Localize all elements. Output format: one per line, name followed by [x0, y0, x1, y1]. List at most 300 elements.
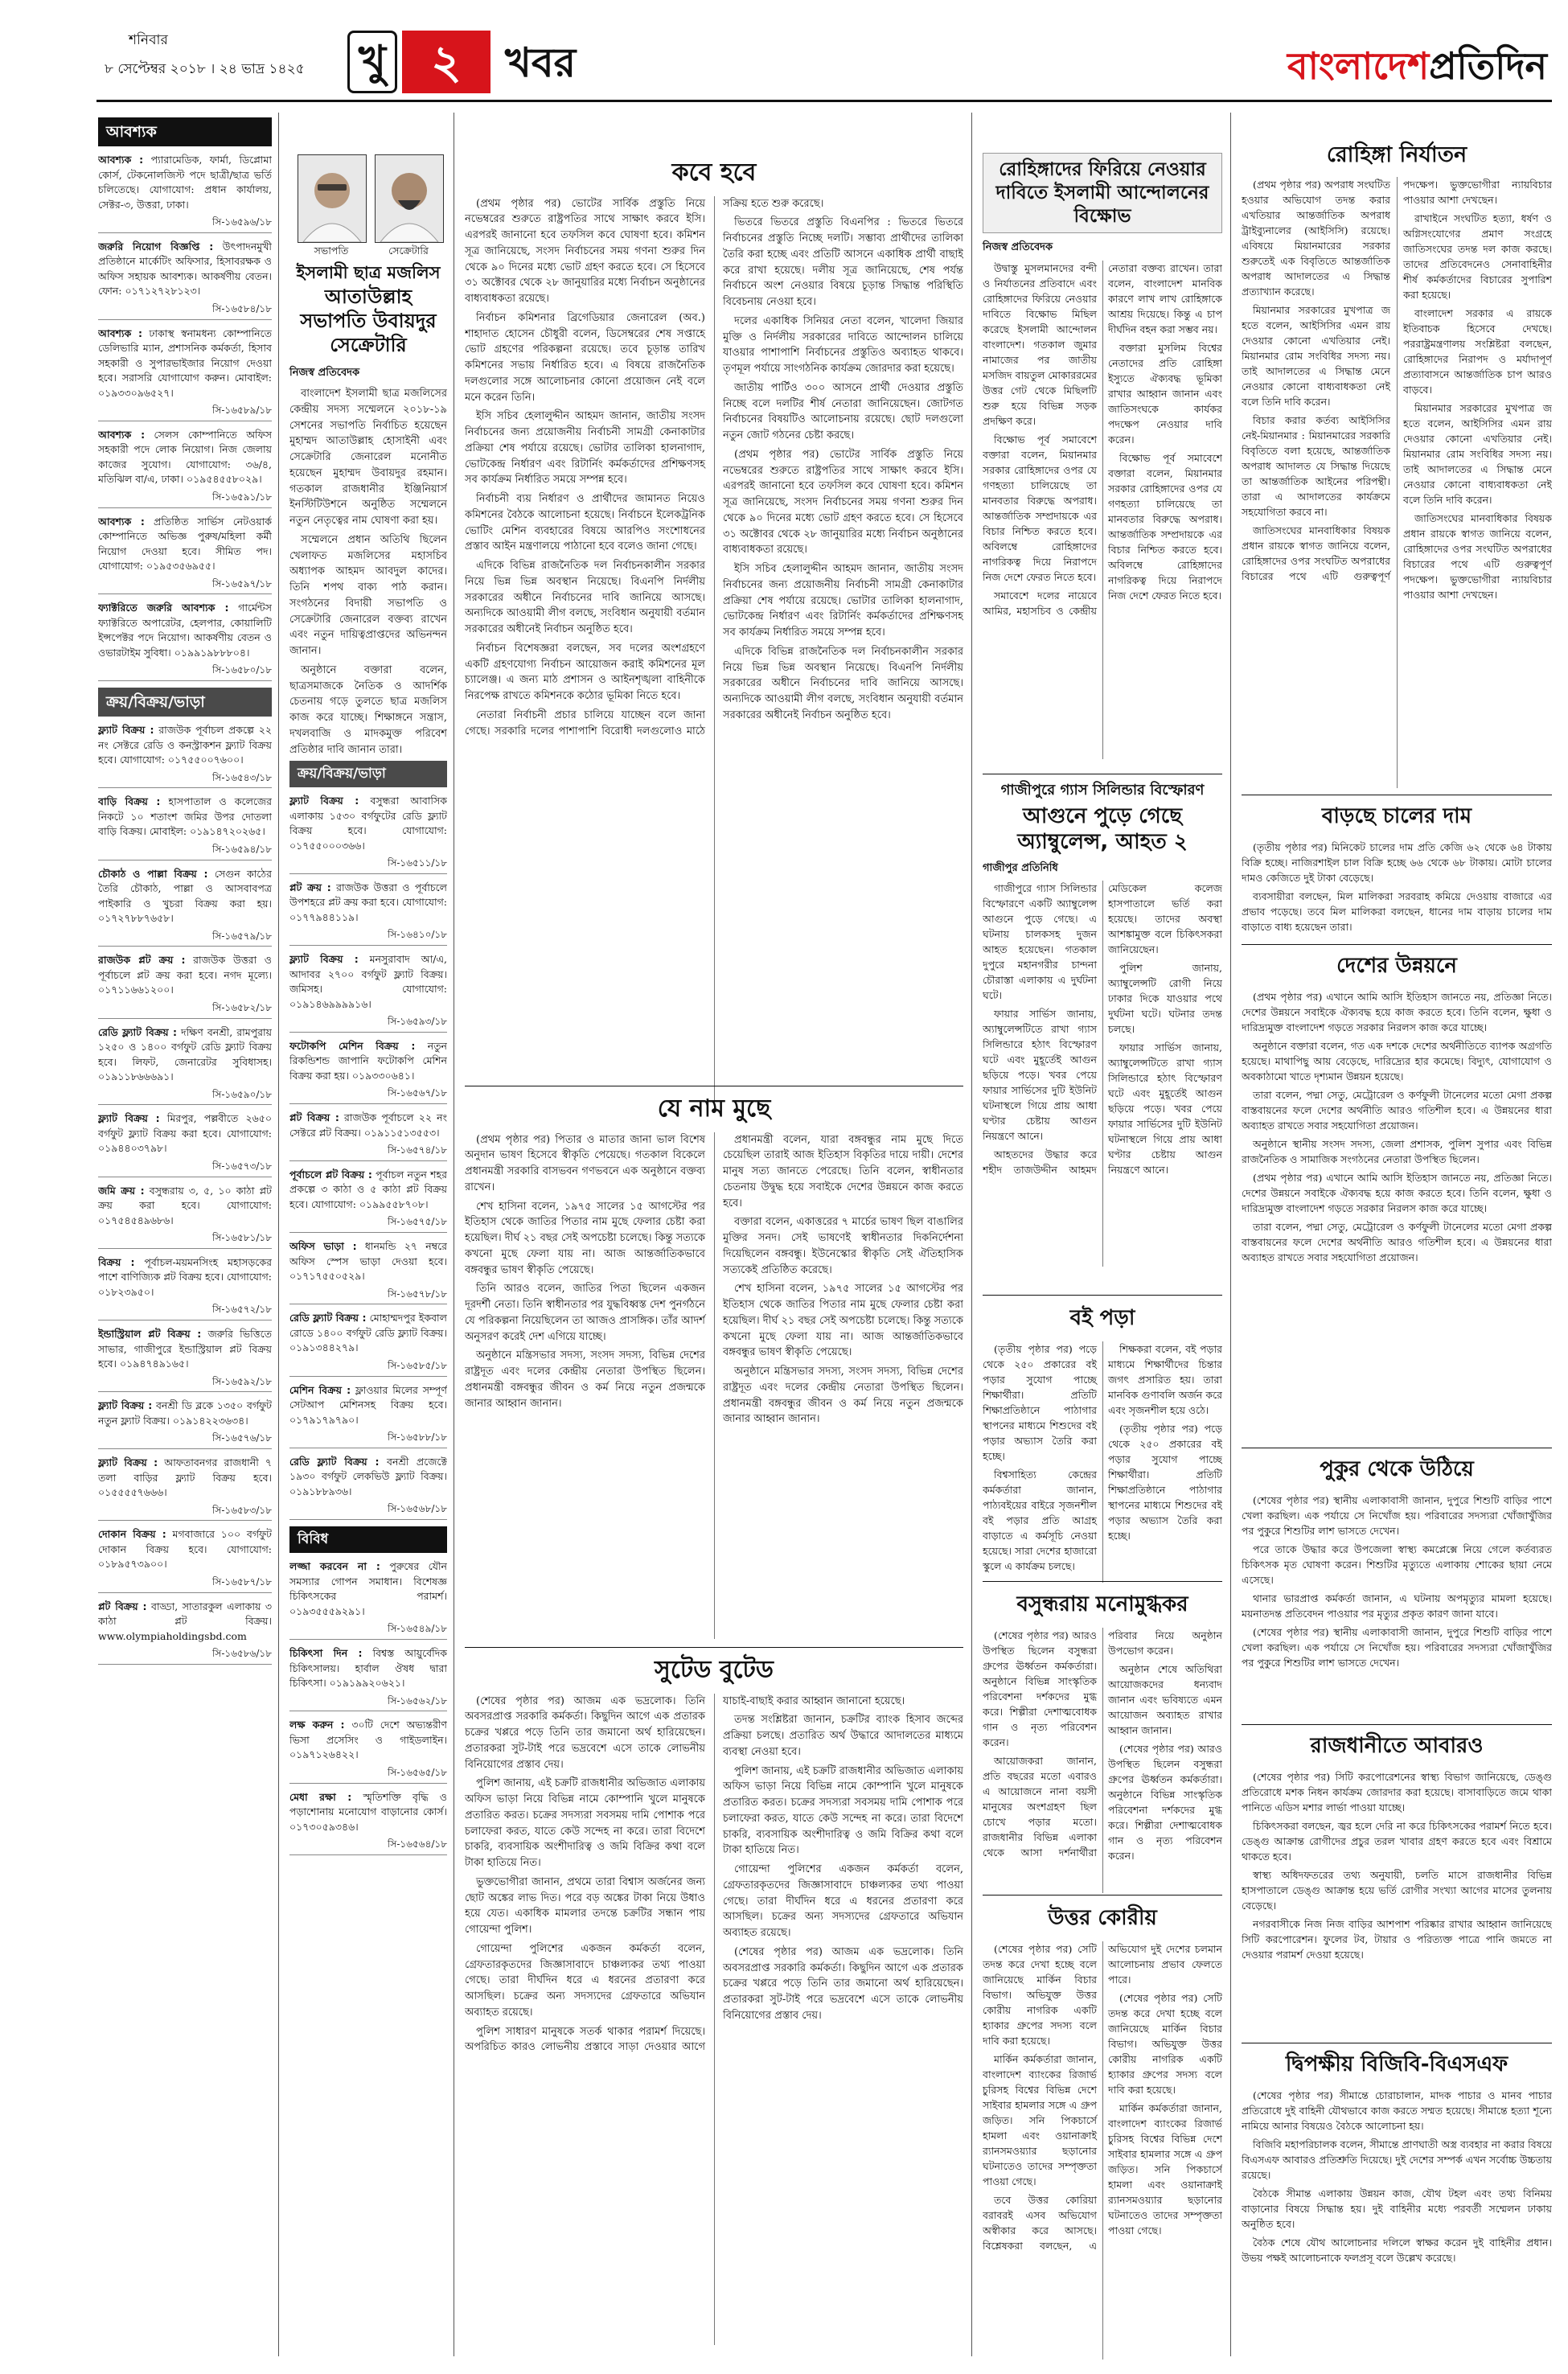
- ad-reference: সি-১৬৫১১/১৮: [289, 856, 447, 874]
- ad-reference: সি-১৬৫৪৯/১৮: [289, 1622, 447, 1640]
- classified-ad[interactable]: [98, 867, 272, 947]
- ad-body: [289, 1383, 447, 1428]
- ad-reference: সি-১৬৫৯২/১৮: [98, 1375, 272, 1393]
- paragraph: বিক্ষোভ পূর্ব সমাবেশে বক্তারা বলেন, মিয়ানমার সরকার রোহিঙ্গাদের ওপর যে গণহত্যা চালিয়েছে তা মানবতার বিরুদ্ধে অপরাধ। আন্তর্জাতিক সম্প্রদায়কে এর বিচার নিশ্চিত করতে হবে। অবিলম্বে রোহিঙ্গাদের নাগরিকত্ব দিয়ে নিরাপদে নিজ দেশে ফেরত নিতে হবে।: [983, 433, 1097, 583]
- ad-body: [98, 327, 272, 401]
- ad-body: [289, 1455, 447, 1500]
- paragraph: তদন্ত সংশ্লিষ্টরা জানান, চক্রটির ব্যাংক হিসাব জব্দের প্রক্রিয়া চলছে। প্রতারিত অর্থ উদ্ধারে আদালতের মাধ্যমে ব্যবস্থা নেওয়া হবে।: [723, 1714, 963, 1758]
- ad-title: পূর্বাচলে প্লট বিক্রয় :: [289, 1168, 372, 1181]
- paragraph: শিক্ষকরা বলেন, বই পড়ার মাধ্যমে শিক্ষার্থীদের চিন্তার জগৎ প্রসারিত হয়। তারা মানবিক গুণাবলি অর্জন করে এবং সৃজনশীল হয়ে ওঠে।: [1108, 1342, 1222, 1416]
- paragraph: ফায়ার সার্ভিস জানায়, অ্যাম্বুলেন্সটিতে রাখা গ্যাস সিলিন্ডারে হঠাৎ বিস্ফোরণ ঘটে এবং মুহূর্তেই আগুন ছড়িয়ে পড়ে। খবর পেয়ে ফায়ার সার্ভিসের দুটি ইউনিট ঘটনাস্থলে গিয়ে প্রায় আধা ঘণ্টার চেষ্টায় আগুন নিয়ন্ত্রণে আনে।: [1108, 1041, 1222, 1177]
- classified-ad[interactable]: [98, 515, 272, 595]
- ad-title: জরুরি নিয়োগ বিজ্ঞপ্তি :: [98, 240, 214, 253]
- story-kobe-hobe: [465, 158, 963, 1113]
- paragraph: (প্রথম পৃষ্ঠার পর) এখানে আমি আসি ইতিহাস জানতে নয়, প্রতিজ্ঞা নিতে। দেশের উন্নয়নে সবাইকে ঐক্যবদ্ধ হয়ে কাজ করতে হবে। তিনি বলেন, ক্ষুধা ও দারিদ্র্যমুক্ত বাংলাদেশ গড়তে সরকার নিরলস কাজ করে যাচ্ছে।: [1242, 990, 1552, 1033]
- ad-title: আবশ্যক :: [98, 154, 144, 166]
- ad-text: জরুরি ভিত্তিতে সাভার, গাজীপুরে ইন্ডাস্ট্রিয়াল প্লট বিক্রয় হবে। ০১৯৪৭৪৯১৬৫।: [98, 1328, 272, 1370]
- classified-ad[interactable]: [98, 153, 272, 233]
- story-kicker: গাজীপুরে গ্যাস সিলিন্ডার বিস্ফোরণ: [1000, 782, 1205, 799]
- classified-ad[interactable]: [98, 1184, 272, 1249]
- story-body: [983, 1941, 1222, 2360]
- paragraph: উদ্বাস্তু মুসলমানদের বন্দী ও নির্যাতনের প্রতিবাদে এবং রোহিঙ্গাদের ফিরিয়ে নেওয়ার দাবিতে বিক্ষোভ মিছিল করেছে ইসলামী আন্দোলন বাংলাদেশ। গতকাল জুমার নামাজের পর জাতীয় মসজিদ বায়তুল মোকাররমের উত্তর গেট থেকে মিছিলটি শুরু হয়ে বিভিন্ন সড়ক প্রদক্ষিণ করে।: [983, 262, 1097, 427]
- story-headline[interactable]: যে নাম মুছে: [657, 1095, 771, 1123]
- paragraph: চিকিৎসকরা বলছেন, জ্বর হলে দেরি না করে চিকিৎসকের পরামর্শ নিতে হবে। ডেঙ্গু আক্রান্ত রোগীদের প্রচুর তরল খাবার গ্রহণ করতে হবে এবং বিশ্রামে থাকতে হবে।: [1242, 1819, 1552, 1863]
- story-body: [465, 196, 963, 1113]
- misc-header: বিবিধ: [289, 1526, 447, 1553]
- ad-text: বনশ্রী ডি ব্লকে ১৩৫০ বর্গফুট নতুন ফ্ল্যাট বিক্রয়। ০১৯১৪২২৩৬৩৪।: [98, 1399, 272, 1427]
- ad-reference: সি-১৬৫৯৬/১৮: [98, 216, 272, 233]
- story-kicker: ইসলামী ছাত্র মজলিস: [296, 263, 441, 282]
- paragraph: আহতদের উদ্ধার করে শহীদ তাজউদ্দীন আহমদ মেডিকেল কলেজ হাসপাতালে ভর্তি করা হয়েছে। তাদের অবস্থা আশঙ্কামুক্ত বলে চিকিৎসকরা জানিয়েছেন।: [983, 882, 1222, 1177]
- logo-part-1: বাংলাদেশ: [1287, 44, 1430, 88]
- ad-title: ফটোকপি মেশিন বিক্রয় :: [289, 1039, 416, 1052]
- ad-text: মগবাজারে ১০০ বর্গফুট দোকান বিক্রয় হবে। যোগাযোগ: ০১৮৯৫৭৩৯০০।: [98, 1528, 272, 1571]
- ad-reference: সি-১৬৫৮২/১৮: [98, 1001, 272, 1019]
- issue-day: শনিবার: [129, 32, 168, 48]
- ad-body: [98, 723, 272, 768]
- classified-ad[interactable]: [289, 1718, 447, 1783]
- story-headline[interactable]: পুকুর থেকে উঠিয়ে: [1320, 1457, 1474, 1481]
- ad-body: [289, 952, 447, 1012]
- paragraph: (তৃতীয় পৃষ্ঠার পর) পড়ে থেকে ২৫০ প্রকারের বই পড়ার সুযোগ পাচ্ছে শিক্ষার্থীরা। প্রতিটি শিক্ষাপ্রতিষ্ঠানে পাঠাগার স্থাপনের মাধ্যমে শিশুদের বই পড়ার অভ্যাস তৈরি করা হচ্ছে।: [983, 1342, 1097, 1462]
- ad-text: পুরুষের যৌন সমস্যার গোপন সমাধান। বিশেষজ্ঞ চিকিৎসকের পরামর্শ। ০১৯৩৫৫৫৯২৯১।: [289, 1560, 447, 1617]
- ad-title: প্লট বিক্রয় :: [289, 1111, 339, 1124]
- ad-body: [289, 1239, 447, 1284]
- ad-title: অফিস ভাড়া :: [289, 1240, 357, 1253]
- ad-text: হাসপাতাল ও কলেজের নিকটে ১০ শতাংশ জমির উপর দোতলা বাড়ি বিক্রয়। মোবাইল: ০১৯১৪৭২০২৬৫।: [98, 795, 272, 838]
- paragraph: অনুষ্ঠানে মন্ত্রিসভার সদস্য, সংসদ সদস্য, বিভিন্ন দেশের রাষ্ট্রদূত এবং দলের কেন্দ্রীয় নেতারা উপস্থিত ছিলেন। প্রধানমন্ত্রী বঙ্গবন্ধুর জীবন ও কর্ম নিয়ে নতুন প্রজন্মকে জানার আহ্বান জানান।: [723, 1366, 963, 1426]
- paragraph: (প্রথম পৃষ্ঠার পর) এখানে আমি আসি ইতিহাস জানতে নয়, প্রতিজ্ঞা নিতে। দেশের উন্নয়নে সবাইকে ঐক্যবদ্ধ হয়ে কাজ করতে হবে। তিনি বলেন, ক্ষুধা ও দারিদ্র্যমুক্ত বাংলাদেশ গড়তে সরকার নিরলস কাজ করে যাচ্ছে।: [1242, 1171, 1552, 1214]
- story-divider: [1242, 1724, 1552, 1725]
- paragraph: পুলিশ জানায়, এই চক্রটি রাজধানীর অভিজাত এলাকায় অফিস ভাড়া নিয়ে বিভিন্ন নামে কোম্পানি খুলে মানুষকে প্রতারিত করত। চক্রের সদস্যরা সবসময় দামি পোশাক পরে চলাফেরা করত, যাতে কেউ সন্দেহ না করে। তারা বিদেশে চাকরি, ব্যবসায়িক অংশীদারিত্ব ও জমি বিক্রির কথা বলে টাকা হাতিয়ে নিত।: [465, 1777, 705, 1869]
- photo-caption: সভাপতি: [314, 244, 349, 257]
- story-desher-unnoyone: [1242, 951, 1552, 1440]
- story-body: [289, 386, 447, 780]
- ad-body: [98, 428, 272, 487]
- paragraph: এদিকে বিভিন্ন রাজনৈতিক দল নির্বাচনকালীন সরকার নিয়ে ভিন্ন ভিন্ন অবস্থান নিয়েছে। বিএনপি নির্দলীয় সরকারের অধীনে নির্বাচনের দাবি জানিয়ে আসছে। অন্যদিকে আওয়ামী লীগ বলছে, সংবিধান অনুযায়ী বর্তমান সরকারের অধীনেই নির্বাচন অনুষ্ঠিত হবে।: [465, 560, 705, 635]
- story-headline[interactable]: দেশের উন্নয়নে: [1336, 954, 1457, 978]
- classified-ad[interactable]: [289, 1455, 447, 1520]
- story-headline[interactable]: রাজধানীতে আবারও: [1310, 1734, 1484, 1758]
- ad-text: উৎপাদনমুখী প্রতিষ্ঠানে মার্কেটিং অফিসার, হিসাবরক্ষক ও অফিস সহায়ক আবশ্যক। আকর্ষণীয় বেতন। ফোন: ০১৭১২৭২৮১২৩।: [98, 240, 272, 298]
- paragraph: বৈঠক শেষে যৌথ আলোচনার দলিলে স্বাক্ষর করেন দুই বাহিনীর প্রধান। উভয় পক্ষই আলোচনাকে ফলপ্রসূ বলে উল্লেখ করেছে।: [1242, 2236, 1552, 2264]
- ad-text: ধানমন্ডি ২৭ নম্বরে অফিস স্পেস ভাড়া দেওয়া হবে। ০১৭১৭৫৫০৫২৯।: [289, 1240, 447, 1283]
- ad-reference: সি-১৬৫৪৩/১৮: [98, 771, 272, 789]
- paragraph: জাতিসংঘের মানবাধিকার বিষয়ক প্রধান রায়কে স্বাগত জানিয়ে বলেন, রোহিঙ্গাদের ওপর সংঘটিত অপরাধের বিচারের পথে এটি গুরুত্বপূর্ণ পদক্ষেপ। ভুক্তভোগীরা ন্যায়বিচার পাওয়ার আশা দেখছেন।: [1242, 178, 1552, 582]
- classified-ad[interactable]: [289, 952, 447, 1033]
- classified-ad[interactable]: [98, 327, 272, 421]
- classified-ad[interactable]: [289, 1383, 447, 1448]
- person-portrait-icon: [298, 155, 366, 242]
- ad-title: রাজউক প্লট ক্রয় :: [98, 954, 186, 967]
- paragraph: (শেষের পৃষ্ঠার পর) সীমান্তে চোরাচালান, মাদক পাচার ও মানব পাচার প্রতিরোধে দুই বাহিনী যৌথভাবে কাজ করতে সম্মত হয়েছে। সীমান্তে হত্যা শূন্যে নামিয়ে আনার বিষয়েও বৈঠকে আলোচনা হয়।: [1242, 2089, 1552, 2132]
- story-headline[interactable]: আগুনে পুড়ে গেছে অ্যাম্বুলেন্স, আহত ২: [1017, 803, 1188, 854]
- ad-body: [289, 794, 447, 853]
- ad-reference: সি-১৬৫৬৮/১৮: [289, 1502, 447, 1520]
- paragraph: মিয়ানমার সরকারের মুখপাত্র জ হতে বলেন, আইসিসির এমন রায় দেওয়ার কোনো এখতিয়ার নেই। মিয়ানমার রোম সংবিধির সদস্য নয়। তাই আদালতের এ সিদ্ধান্ত মেনে নেওয়ার কোনো বাধ্যবাধকতা নেই বলে তিনি দাবি করেন।: [1242, 303, 1390, 408]
- paragraph: স্বাস্থ্য অধিদফতরের তথ্য অনুযায়ী, চলতি মাসে রাজধানীর বিভিন্ন হাসপাতালে ডেঙ্গু আক্রান্ত হয়ে ভর্তি রোগীর সংখ্যা আগের মাসের তুলনায় বেড়েছে।: [1242, 1868, 1552, 1912]
- ad-body: [98, 1184, 272, 1229]
- paragraph: (শেষের পৃষ্ঠার পর) আরও উপস্থিত ছিলেন বসুন্ধরা গ্রুপের ঊর্ধ্বতন কর্মকর্তারা। অনুষ্ঠানে বিভিন্ন সাংস্কৃতিক পরিবেশনা দর্শকদের মুগ্ধ করে। শিল্পীরা দেশাত্মবোধক গান ও নৃত্য পরিবেশন করেন।: [983, 1629, 1097, 1748]
- ad-title: ফ্ল্যাট বিক্রয় :: [289, 953, 359, 966]
- story-majlis: [289, 262, 447, 780]
- ad-title: আবশ্যক :: [98, 428, 146, 441]
- paragraph: পুলিশ জানায়, এই চক্রটি রাজধানীর অভিজাত এলাকায় অফিস ভাড়া নিয়ে বিভিন্ন নামে কোম্পানি খুলে মানুষকে প্রতারিত করত। চক্রের সদস্যরা সবসময় দামি পোশাক পরে চলাফেরা করত, যাতে কেউ সন্দেহ না করে। তারা বিদেশে চাকরি, ব্যবসায়িক অংশীদারিত্ব ও জমি বিক্রির কথা বলে টাকা হাতিয়ে নিত।: [723, 1764, 963, 1857]
- paragraph: ভিতরে ভিতরে প্রস্তুতি বিএনপির : ভিতরে ভিতরে নির্বাচনের প্রস্তুতি নিচ্ছে দলটি। সম্ভাব্য প্রার্থীদের তালিকা তৈরি করা হচ্ছে এবং প্রতিটি আসনে একাধিক প্রার্থী বাছাই করে রাখা হয়েছে। দলীয় সূত্র জানিয়েছে, শেষ পর্যন্ত নির্বাচনে অংশ নেওয়ার বিষয়ে চূড়ান্ত সিদ্ধান্ত পরিস্থিতি বিবেচনায় নেওয়া হবে।: [723, 216, 963, 308]
- ad-text: পূর্বাচল-ময়মনসিংহ মহাসড়কের পাশে বাণিজ্যিক প্লট বিক্রয় হবে। যোগাযোগ: ০১৮২৩৯৫০।: [98, 1255, 272, 1298]
- classified-ad[interactable]: [98, 953, 272, 1018]
- classified-ad[interactable]: [98, 1600, 272, 1665]
- paragraph: পুলিশ সাধারণ মানুষকে সতর্ক থাকার পরামর্শ দিয়েছে। অপরিচিত কারও লোভনীয় প্রস্তাবে সাড়া দেওয়ার আগে যাচাই-বাছাই করার আহ্বান জানানো হয়েছে।: [465, 1694, 905, 2054]
- ad-body: [98, 795, 272, 840]
- ad-text: আফতাবনগর রাজধানী ৭ তলা বাড়ির ফ্ল্যাট বিক্রয় হবে। ০১৫৫৫৫৭৬৬৬।: [98, 1456, 272, 1499]
- story-headline[interactable]: বসুন্ধরায় মনোমুগ্ধকর: [1016, 1592, 1188, 1616]
- story-rohingya-nirjaton: [1242, 142, 1552, 788]
- ad-title: রেডি ফ্ল্যাট বিক্রয় :: [98, 1025, 178, 1038]
- ad-reference: সি-১৬৫৯৭/১৮: [98, 577, 272, 595]
- story-headline[interactable]: কবে হবে: [671, 158, 757, 187]
- ad-reference: সি-১৬৫৬৭/১৮: [289, 1086, 447, 1104]
- ad-title: ফ্ল্যাট বিক্রয় :: [98, 724, 154, 737]
- ad-text: মোহাম্মদপুর ইকবাল রোডে ১৪০০ বর্গফুট রেডি ফ্ল্যাট বিক্রয়। ০১৯১৩৪৪২৭৯।: [289, 1312, 447, 1354]
- classifieds-column-2: [289, 756, 447, 2356]
- paragraph: (শেষের পৃষ্ঠার পর) আজম এক ভদ্রলোক। তিনি অবসরপ্রাপ্ত সরকারি কর্মকর্তা। কিছুদিন আগে এক প্রতারক চক্রের খপ্পরে পড়ে তিনি তার জমানো অর্থ হারিয়েছেন। প্রতারকরা সুট-টাই পরে ভদ্রবেশে এসে তাকে লোভনীয় বিনিয়োগের প্রস্তাব দেয়।: [723, 1945, 963, 2022]
- paragraph: নগরবাসীকে নিজ নিজ বাড়ির আশপাশ পরিষ্কার রাখার আহ্বান জানিয়েছে সিটি করপোরেশন। ফুলের টব, টায়ার ও পরিত্যক্ত পাত্রে পানি জমতে না দেওয়ার পরামর্শ দেওয়া হয়েছে।: [1242, 1917, 1552, 1961]
- story-headline[interactable]: উত্তর কোরীয়: [1048, 1906, 1157, 1930]
- paragraph: সম্মেলনে প্রধান অতিথি ছিলেন খেলাফত মজলিসের মহাসচিব অধ্যাপক আহমদ আবদুল কাদের। তিনি শপথ বাক্য পাঠ করান। সংগঠনের বিদায়ী সভাপতি ও সেক্রেটারি জেনারেল বক্তব্য রাখেন এবং নতুন দায়িত্বপ্রাপ্তদের অভিনন্দন জানান।: [289, 533, 447, 657]
- paragraph: (শেষের পৃষ্ঠার পর) স্থানীয় এলাকাবাসী জানান, দুপুরে শিশুটি বাড়ির পাশে খেলা করছিল। এক পর্যায়ে সে নিখোঁজ হয়। পরিবারের সদস্যরা খোঁজাখুঁজির পর পুকুরে শিশুটির লাশ ভাসতে দেখেন।: [1242, 1625, 1552, 1669]
- ad-text: নতুন রিকন্ডিশন্ড জাপানি ফটোকপি মেশিন বিক্রয় করা হয়। ০১৯৩৩০৬৪১।: [289, 1039, 447, 1082]
- paragraph: মিয়ানমার সরকারের মুখপাত্র জ হতে বলেন, আইসিসির এমন রায় দেওয়ার কোনো এখতিয়ার নেই। মিয়ানমার রোম সংবিধির সদস্য নয়। তাই আদালতের এ সিদ্ধান্ত মেনে নেওয়ার কোনো বাধ্যবাধকতা নেই বলে তিনি দাবি করেন।: [1403, 401, 1552, 506]
- paragraph: শেখ হাসিনা বলেন, ১৯৭৫ সালের ১৫ আগস্টের পর ইতিহাস থেকে জাতির পিতার নাম মুছে ফেলার চেষ্টা করা হয়েছিল। দীর্ঘ ২১ বছর সেই অপচেষ্টা চলেছে। কিন্তু সত্যকে কখনো মুছে ফেলা যায় না। আজ আন্তর্জাতিকভাবে বঙ্গবন্ধুর ভাষণ স্বীকৃতি পেয়েছে।: [465, 1200, 705, 1276]
- paragraph: (শেষের পৃষ্ঠার পর) সেটি তদন্ত করে দেখা হচ্ছে বলে জানিয়েছে মার্কিন বিচার বিভাগ। অভিযুক্ত উত্তর কোরীয় নাগরিক একটি হ্যাকার গ্রুপের সদস্য বলে দাবি করা হয়েছে।: [1108, 1991, 1222, 2096]
- ad-reference: সি-১৬৫৬৪/১৮: [289, 1838, 447, 1855]
- paragraph: (তৃতীয় পৃষ্ঠার পর) পড়ে থেকে ২৫০ প্রকারের বই পড়ার সুযোগ পাচ্ছে শিক্ষার্থীরা। প্রতিটি শিক্ষাপ্রতিষ্ঠানে পাঠাগার স্থাপনের মাধ্যমে শিশুদের বই পড়ার অভ্যাস তৈরি করা হচ্ছে।: [1108, 1422, 1222, 1542]
- paragraph: (শেষের পৃষ্ঠার পর) আরও উপস্থিত ছিলেন বসুন্ধরা গ্রুপের ঊর্ধ্বতন কর্মকর্তারা। অনুষ্ঠানে বিভিন্ন সাংস্কৃতিক পরিবেশনা দর্শকদের মুগ্ধ করে। শিল্পীরা দেশাত্মবোধক গান ও নৃত্য পরিবেশন করেন।: [1108, 1742, 1222, 1862]
- ad-body: [98, 1025, 272, 1085]
- ad-body: [98, 1600, 272, 1645]
- classified-ad[interactable]: [289, 1168, 447, 1233]
- column-divider: [1230, 113, 1231, 2356]
- ad-body: [98, 1111, 272, 1156]
- paragraph: বক্তারা বলেন, একাত্তরের ৭ মার্চের ভাষণ ছিল বাঙালির মুক্তির সনদ। সেই ভাষণেই স্বাধীনতার দিকনির্দেশনা দিয়েছিলেন বঙ্গবন্ধু। ইউনেস্কোর স্বীকৃতি সেই ঐতিহাসিক সত্যকেই প্রতিষ্ঠিত করেছে।: [723, 1216, 963, 1276]
- ad-title: বিক্রয় :: [98, 1255, 135, 1268]
- ad-reference: সি-১৬৫৯৩/১৮: [289, 1015, 447, 1033]
- story-byline: নিজস্ব প্রতিবেদক: [289, 367, 360, 380]
- page-number: ২: [402, 31, 491, 93]
- paragraph: নির্বাচন বিশেষজ্ঞরা বলছেন, সব দলের অংশগ্রহণে একটি গ্রহণযোগ্য নির্বাচন আয়োজন করাই কমিশনের মূল চ্যালেঞ্জ। এ জন্য মাঠ প্রশাসন ও আইনশৃঙ্খলা বাহিনীকে নিরপেক্ষ রাখতে কমিশনকে কঠোর ভূমিকা নিতে হবে।: [465, 642, 705, 702]
- classified-ad[interactable]: [98, 1527, 272, 1592]
- ad-reference: সি-১৬৫৮৭/১৮: [98, 1575, 272, 1593]
- ad-reference: সি-১৬৫৮০/১৮: [98, 663, 272, 681]
- ad-reference: সি-১৬৫৮৫/১৮: [289, 1359, 447, 1377]
- ad-text: মিরপুর, পল্লবীতে ২৬৫০ বর্গফুট ফ্ল্যাট বিক্রয় করা হবে। যোগাযোগ: ০১৯৪৪০৩৭৯৮।: [98, 1112, 272, 1155]
- story-headline[interactable]: সুটেড বুটেড: [655, 1656, 774, 1684]
- story-body: [983, 1628, 1222, 1893]
- paragraph: ইসি সচিব হেলালুদ্দীন আহমদ জানান, জাতীয় সংসদ নির্বাচনের জন্য প্রয়োজনীয় নির্বাচনী সামগ্রী কেনাকাটার প্রক্রিয়া শেষ পর্যায়ে রয়েছে। ভোটার তালিকা হালনাগাদ, ভোটকেন্দ্র নির্ধারণ এবং রিটার্নিং কর্মকর্তাদের প্রশিক্ষণসহ সব কার্যক্রম নির্ধারিত সময়ে সম্পন্ন হবে।: [465, 410, 705, 487]
- ad-text: ৩০টি দেশে অভ্যন্তরীণ ভিসা প্রসেসিং ও গাইডলাইন। ০১৯৭১২৬৪২২।: [289, 1719, 447, 1761]
- ad-body: [289, 1111, 447, 1140]
- paragraph: ভুক্তভোগীরা জানান, প্রথমে তারা বিশ্বাস অর্জনের জন্য ছোট অঙ্কের লাভ দিত। পরে বড় অঙ্কের টাকা নিয়ে উধাও হয়ে যেত। একাধিক মামলার তদন্তে চক্রটির সন্ধান পায় গোয়েন্দা পুলিশ।: [465, 1875, 705, 1936]
- ad-body: [98, 1255, 272, 1300]
- ad-text: সেগুন কাঠের তৈরি চৌকাঠ, পাল্লা ও আসবাবপত্র পাইকারি ও খুচরা বিক্রয় করা হয়। ০১৭২৭৮৮৭৬৫৮।: [98, 867, 272, 925]
- story-headline[interactable]: দ্বিপক্ষীয় বিজিবি-বিএসএফ: [1285, 2052, 1508, 2076]
- story-headline[interactable]: বাড়ছে চালের দাম: [1321, 804, 1472, 828]
- paragraph: বিজিবি মহাপরিচালক বলেন, সীমান্তে প্রাণঘাতী অস্ত্র ব্যবহার না করার বিষয়ে বিএসএফ আবারও প্রতিশ্রুতি দিয়েছে। দুই দেশের সম্পর্ক এখন সর্বোচ্চ উচ্চতায় রয়েছে।: [1242, 2138, 1552, 2181]
- ad-text: মনসুরাবাদ আ/এ, আদাবর ২৭০০ বর্গফুট ফ্ল্যাট বিক্রয়। জমিসহ। যোগাযোগ: ০১৯১৪৬৯৯৯৯১৬।: [289, 953, 447, 1010]
- paragraph: মার্কিন কর্মকর্তারা জানান, বাংলাদেশ ব্যাংকের রিজার্ভ চুরিসহ বিশ্বের বিভিন্ন দেশে সাইবার হামলার সঙ্গে এ গ্রুপ জড়িত। সনি পিকচার্সে হামলা এবং ওয়ানাক্রাই র‍্যানসমওয়্যার ছড়ানোর ঘটনাতেও তাদের সম্পৃক্ততা পাওয়া গেছে।: [983, 2052, 1097, 2187]
- story-headline[interactable]: রোহিঙ্গাদের ফিরিয়ে নেওয়ার দাবিতে ইসলামী আন্দোলনের বিক্ষোভ: [983, 153, 1222, 233]
- ad-text: রাজউক উত্তরা ও পূর্বাচলে উপশহরে প্লট ক্রয় করা হবে। যোগাযোগ: ০১৭৭৯৪৪১১৯।: [289, 881, 447, 923]
- ad-title: ফ্ল্যাট বিক্রয় :: [289, 795, 359, 807]
- buy-sell-header: ক্রয়/বিক্রয়/ভাড়া: [98, 688, 272, 717]
- story-body: [465, 1132, 963, 1639]
- classified-ad[interactable]: [289, 1559, 447, 1640]
- story-body: [1242, 177, 1552, 788]
- ad-text: প্যারামেডিক, ফার্মা, ডিপ্লোমা কোর্স, টেকনোলজিস্ট পদে ছাত্রী/ছাত্র ভর্তি চলিতেছে। যোগাযোগ: প্রধান কার্যালয়, সেক্টর-৩, উত্তরা, ঢাকা।: [98, 154, 272, 211]
- section-title: খবর: [505, 39, 577, 86]
- paragraph: (শেষের পৃষ্ঠার পর) আজম এক ভদ্রলোক। তিনি অবসরপ্রাপ্ত সরকারি কর্মকর্তা। কিছুদিন আগে এক প্রতারক চক্রের খপ্পরে পড়ে তিনি তার জমানো অর্থ হারিয়েছেন। প্রতারকরা সুট-টাই পরে ভদ্রবেশে এসে তাকে লোভনীয় বিনিয়োগের প্রস্তাব দেয়।: [465, 1694, 705, 1771]
- story-baarchhe-chaal: [1242, 801, 1552, 938]
- ad-text: রাজউক পূর্বাচলে ২২ নং সেক্টরে প্লট বিক্রয়। ০১৯১১৫১৩৫৫৩।: [289, 1111, 447, 1139]
- ad-reference: সি-১৬৫৯১/১৮: [98, 491, 272, 508]
- ad-body: [98, 1327, 272, 1372]
- classified-ad[interactable]: [98, 1399, 272, 1449]
- masthead-rule: [96, 100, 1552, 102]
- paragraph: গোয়েন্দা পুলিশের একজন কর্মকর্তা বলেন, গ্রেফতারকৃতদের জিজ্ঞাসাবাদে চাঞ্চল্যকর তথ্য পাওয়া গেছে। তারা দীর্ঘদিন ধরে এ ধরনের প্রতারণা করে আসছিল। চক্রের অন্য সদস্যদের গ্রেফতারে অভিযান অব্যাহত রয়েছে।: [465, 1942, 705, 2019]
- ad-text: ফ্লাওয়ার মিলের সম্পূর্ণ সেটআপ মেশিনসহ বিক্রয় হবে। ০১৭৯১৭৯৭৯০।: [289, 1383, 447, 1426]
- paragraph: গাজীপুরে গ্যাস সিলিন্ডার বিস্ফোরণে একটি অ্যাম্বুলেন্স আগুনে পুড়ে গেছে। এ ঘটনায় চালকসহ দুজন আহত হয়েছেন। গতকাল দুপুরে মহানগরীর চান্দনা চৌরাস্তা এলাকায় এ দুর্ঘটনা ঘটে।: [983, 882, 1097, 1002]
- ad-body: [98, 953, 272, 998]
- ad-reference: সি-১৬৫৯৪/১৮: [98, 843, 272, 860]
- ad-text: বিশ্বস্ত আয়ুর্বেদিক চিকিৎসালয়। হার্বাল ঔষধ দ্বারা চিকিৎসা। ০১৯১৯৯২০৬২১।: [289, 1647, 447, 1690]
- ad-body: [98, 601, 272, 660]
- paragraph: তবে উত্তর কোরিয়া বরাবরই এসব অভিযোগ অস্বীকার করে আসছে। বিশ্লেষকরা বলছেন, এ অভিযোগ দুই দেশের চলমান আলোচনায় প্রভাব ফেলতে পারে।: [983, 1942, 1222, 2252]
- paragraph: (শেষের পৃষ্ঠার পর) স্থানীয় এলাকাবাসী জানান, দুপুরে শিশুটি বাড়ির পাশে খেলা করছিল। এক পর্যায়ে সে নিখোঁজ হয়। পরিবারের সদস্যরা খোঁজাখুঁজির পর পুকুরে শিশুটির লাশ ভাসতে দেখেন।: [1242, 1493, 1552, 1537]
- paragraph: (শেষের পৃষ্ঠার পর) সিটি করপোরেশনের স্বাস্থ্য বিভাগ জানিয়েছে, ডেঙ্গু প্রতিরোধে মশক নিধন কার্যক্রম জোরদার করা হয়েছে। বাসাবাড়িতে জমে থাকা পানিতে এডিস মশার লার্ভা পাওয়া যাচ্ছে।: [1242, 1770, 1552, 1813]
- story-divider: [983, 1895, 1222, 1896]
- ad-title: প্লট ক্রয় :: [289, 881, 331, 893]
- story-body: [1242, 989, 1552, 1440]
- ad-text: গার্মেন্টস ফ্যাক্টরিতে অপারেটর, হেলপার, কোয়ালিটি ইন্সপেক্টর পদে নিয়োগ। আকর্ষণীয় বেতন ও ওভারটাইম সুবিধা। ০১৯৯১৯৮৮৮০৪।: [98, 602, 272, 659]
- ad-text: সেলস কোম্পানিতে অফিস সহকারী পদে লোক নিয়োগ। নিজ জেলায় কাজের সুযোগ। যোগাযোগ: ৩৬/৪, মতিঝিল বা/এ, ঢাকা। ০১৯৫৪৫৫৮০২৯।: [98, 428, 272, 486]
- classified-ad[interactable]: [289, 1239, 447, 1304]
- ad-title: আবশ্যক :: [98, 327, 142, 339]
- ad-title: লজ্জা করবেন না :: [289, 1560, 380, 1573]
- paragraph: পুলিশ জানায়, অ্যাম্বুলেন্সটি রোগী নিয়ে ঢাকার দিকে যাওয়ার পথে দুর্ঘটনা ঘটে। ঘটনার তদন্ত চলছে।: [1108, 962, 1222, 1036]
- secretary-photo: [375, 154, 444, 243]
- ad-reference: সি-১৬৫৯০/১৮: [98, 1088, 272, 1106]
- paragraph: ব্যবসায়ীরা বলছেন, মিল মালিকরা সরবরাহ কমিয়ে দেওয়ায় বাজারে এর প্রভাব পড়েছে। তবে মিল মালিকরা বলছেন, ধানের দাম বাড়ায় চালের দাম বাড়াতে বাধ্য হয়েছেন তারা।: [1242, 889, 1552, 933]
- ad-title: ফ্ল্যাট বিক্রয় :: [98, 1456, 158, 1469]
- ad-body: [98, 1399, 272, 1428]
- story-byline: গাজীপুর প্রতিনিধি: [983, 861, 1058, 874]
- paragraph: প্রধানমন্ত্রী বলেন, যারা বঙ্গবন্ধুর নাম মুছে দিতে চেয়েছিল তারাই আজ ইতিহাস বিকৃতির দায়ে দায়ী। দেশের মানুষ সত্য জানতে পেরেছে। তিনি বলেন, স্বাধীনতার চেতনায় উদ্বুদ্ধ হয়ে সবাইকে দেশের উন্নয়নে কাজ করতে হবে।: [723, 1133, 963, 1210]
- ad-text: রাজউক উত্তরা ও পূর্বাচলে প্লট ক্রয় করা হবে। নগদ মূল্যে। ০১৭১১৬৬১২০০।: [98, 954, 272, 996]
- essential-header: আবশ্যক: [98, 117, 272, 146]
- story-uttor-korea: [983, 1903, 1222, 2360]
- paragraph: নির্বাচনী ব্যয় নির্ধারণ ও প্রার্থীদের জামানত নিয়েও কমিশনের বৈঠকে আলোচনা হয়েছে। নির্বাচনে ইলেকট্রনিক ভোটিং মেশিন ব্যবহারের বিষয়ে আরপিও সংশোধনের প্রস্তাব আইন মন্ত্রণালয়ে পাঠানো হবে বলেও জানা গেছে।: [465, 493, 705, 553]
- story-divider: [983, 1581, 1222, 1582]
- classified-ad[interactable]: [98, 1111, 272, 1177]
- classifieds-column-1: [98, 113, 272, 2356]
- classified-ad[interactable]: [289, 794, 447, 874]
- classified-ad[interactable]: [98, 428, 272, 508]
- ad-title: আবশ্যক :: [98, 515, 145, 528]
- story-boi-pora: [983, 1303, 1222, 1583]
- paragraph: নির্বাচন কমিশনার ব্রিগেডিয়ার জেনারেল (অব.) শাহাদাত হোসেন চৌধুরী বলেন, ডিসেম্বরের শেষ সপ্তাহে ভোট গ্রহণের পরিকল্পনা রয়েছে। তবে চূড়ান্ত তারিখ কমিশনের সভায় নির্ধারিত হবে। এ বিষয়ে রাজনৈতিক দলগুলোর সঙ্গে আলোচনার কোনো প্রয়োজন নেই বলে মনে করেন তিনি।: [465, 311, 705, 404]
- issue-date: ৮ সেপ্টেম্বর ২০১৮ । ২৪ ভাদ্র ১৪২৫: [105, 61, 305, 77]
- ad-reference: সি-১৬৫৮৮/১৮: [289, 1431, 447, 1448]
- paragraph: দলের একাধিক সিনিয়র নেতা বলেন, খালেদা জিয়ার মুক্তি ও নির্দলীয় সরকারের দাবিতে আন্দোলন চালিয়ে যাওয়ার পাশাপাশি নির্বাচনের প্রস্তুতিও অব্যাহত থাকবে। তৃণমূল পর্যায়ে সাংগঠনিক কার্যক্রম জোরদার করা হয়েছে।: [723, 314, 963, 375]
- story-rajdhanite: [1242, 1731, 1552, 2043]
- classified-ad[interactable]: [98, 601, 272, 681]
- ad-text: ঢাকাস্থ স্বনামধন্য কোম্পানিতে ডেলিভারি ম্যান, প্রশাসনিক কর্মকর্তা, হিসাব সহকারী ও সুপারভাইজার নিয়োগ দেওয়া হবে। সরাসরি যোগাযোগ করুন। মোবাইল: ০১৯৩৩০৯৬৫২৭।: [98, 327, 272, 399]
- ad-title: রেডি ফ্ল্যাট বিক্রয় :: [289, 1312, 367, 1325]
- story-body: [465, 1694, 963, 2345]
- classified-ad[interactable]: [289, 881, 447, 946]
- classified-ad[interactable]: [289, 1790, 447, 1855]
- paragraph: বৈঠকে সীমান্ত এলাকায় উন্নয়ন কাজ, যৌথ টহল এবং তথ্য বিনিময় বাড়ানোর বিষয়ে সিদ্ধান্ত হয়। দুই বাহিনীর মধ্যে পরবর্তী সম্মেলন ঢাকায় অনুষ্ঠিত হবে।: [1242, 2187, 1552, 2230]
- paragraph: বাংলাদেশ ইসলামী ছাত্র মজলিসের কেন্দ্রীয় সদস্য সম্মেলনে ২০১৮-১৯ সেশনের সভাপতি নির্বাচিত হয়েছেন মুহাম্মদ আতাউল্লাহ হোসাইনী এবং সেক্রেটারি জেনারেল মনোনীত হয়েছেন মুহাম্মদ উবায়দুর রহমান। গতকাল রাজধানীর ইঞ্জিনিয়ার্স ইনস্টিটিউশনে অনুষ্ঠিত সম্মেলনে নতুন নেতৃত্বের নাম ঘোষণা করা হয়।: [289, 388, 447, 527]
- story-divider: [1242, 944, 1552, 945]
- logo-part-2: প্রতিদিন: [1429, 44, 1547, 88]
- paragraph: অনুষ্ঠানে বক্তারা বলেন, ছাত্রসমাজকে নৈতিক ও আদর্শিক চেতনায় গড়ে তুলতে ছাত্র মজলিস কাজ করে যাচ্ছে। শিক্ষাঙ্গনে সন্ত্রাস, দখলবাজি ও মাদকমুক্ত পরিবেশ প্রতিষ্ঠার দাবি জানান তারা।: [289, 663, 447, 756]
- paragraph: বিশ্বসাহিত্য কেন্দ্রের কর্মকর্তারা জানান, পাঠ্যবইয়ের বাইরে সৃজনশীল বই পড়ার প্রতি আগ্রহ বাড়াতে এ কর্মসূচি নেওয়া হয়েছে। সারা দেশের হাজারো স্কুলে এ কার্যক্রম চলছে।: [983, 1468, 1097, 1572]
- story-headline[interactable]: রোহিঙ্গা নির্যাতন: [1326, 142, 1467, 167]
- buy-sell-ads-list: [98, 723, 272, 1665]
- ad-title: প্লট বিক্রয় :: [98, 1600, 147, 1612]
- paragraph: তারা বলেন, পদ্মা সেতু, মেট্রোরেল ও কর্ণফুলী টানেলের মতো মেগা প্রকল্প বাস্তবায়নের ফলে দেশের অর্থনীতি আরও গতিশীল হবে। এ উন্নয়নের ধারা অব্যাহত রাখতে সবার সহযোগিতা প্রয়োজন।: [1242, 1088, 1552, 1132]
- story-je-naam-muchhe: [465, 1094, 963, 1639]
- ad-title: ফ্ল্যাট বিক্রয় :: [98, 1399, 153, 1412]
- paragraph: বিচার করার কর্তব্য আইসিসির নেই-মিয়ানমার : মিয়ানমারের সরকারি বিবৃতিতে বলা হয়েছে, আন্তর্জাতিক অপরাধ আদালত যে সিদ্ধান্ত দিয়েছে তা আন্তর্জাতিক আইনের পরিপন্থী। তারা এ আদালতের কার্যক্রমে সহযোগিতা করবে না।: [1242, 413, 1390, 518]
- ad-body: [289, 1039, 447, 1084]
- story-body: [1242, 1493, 1552, 1726]
- ad-reference: সি-১৬৫৮৬/১৮: [98, 1647, 272, 1665]
- paragraph: বাংলাদেশ সরকার এ রায়কে ইতিবাচক হিসেবে দেখছে। পররাষ্ট্রমন্ত্রণালয় সংশ্লিষ্টরা বলছেন, রোহিঙ্গাদের নিরাপদ ও মর্যাদাপূর্ণ প্রত্যাবাসনে আন্তর্জাতিক চাপ আরও বাড়বে।: [1403, 306, 1552, 396]
- ad-reference: সি-১৬৫৮৯/১৮: [98, 404, 272, 421]
- story-headline[interactable]: বই পড়া: [1069, 1306, 1135, 1330]
- ad-text: বনশ্রী প্রজেক্টে ১৯৩০ বর্গফুট লেকভিউ ফ্ল্যাট বিক্রয়। ০১৯১৮৮৯৩৬।: [289, 1455, 447, 1497]
- ad-title: ফ্ল্যাট বিক্রয় :: [98, 1112, 160, 1125]
- story-body: [983, 1341, 1222, 1583]
- classified-ad[interactable]: [98, 1255, 272, 1320]
- classified-ad[interactable]: [289, 1039, 447, 1104]
- classified-ad[interactable]: [98, 1025, 272, 1106]
- newspaper-logo[interactable]: [1287, 39, 1547, 95]
- ad-title: ফ্যাক্টরিতে জরুরি আবশ্যক :: [98, 602, 229, 614]
- ad-text: বসুন্ধরা আবাসিক এলাকায় ১৫৩০ বর্গফুটের রেডি ফ্ল্যাট বিক্রয় হবে। যোগাযোগ: ০১৭৫৫০০০৩৬৬।: [289, 795, 447, 852]
- paragraph: নেতারা নির্বাচনী প্রচার চালিয়ে যাচ্ছেন বলে জানা গেছে। সরকারি দলের পাশাপাশি বিরোধী দলগুলোও মাঠে সক্রিয় হতে শুরু করেছে।: [465, 197, 824, 737]
- paragraph: (প্রথম পৃষ্ঠার পর) ভোটের সার্বিক প্রস্তুতি নিয়ে নভেম্বরের শুরুতে রাষ্ট্রপতির সাথে সাক্ষাৎ করবে ইসি। এরপরই জানানো হবে তফসিল কবে ঘোষণা হবে। কমিশন সূত্র জানিয়েছে, সংসদ নির্বাচনের সময় গণনা শুরুর দিন থেকে ৯০ দিনের মধ্যে ভোট গ্রহণ করতে হবে। সে হিসেবে ৩১ অক্টোবর থেকে ২৮ জানুয়ারির মধ্যে নির্বাচন অনুষ্ঠানের বাধ্যবাধকতা রয়েছে।: [723, 448, 963, 557]
- ad-text: বাড্ডা, সাতারকুল এলাকায় ৩ কাঠা প্লট বিক্রয়। www.olympiaholdingsbd.com: [98, 1600, 272, 1642]
- ad-reference: সি-১৬৫৮৩/১৮: [98, 1504, 272, 1522]
- paragraph: (প্রথম পৃষ্ঠার পর) পিতার ও মাতার জানা ভাল বিশেষ অনুদান ভাষণ হিসেবে স্বীকৃতি পেয়েছে। গতকাল বিকেলে প্রধানমন্ত্রী সরকারি বাসভবন গণভবনে এক অনুষ্ঠানে বক্তব্য রাখেন।: [465, 1133, 705, 1193]
- story-rohingya-protest: [983, 153, 1222, 759]
- paragraph: (প্রথম পৃষ্ঠার পর) ভোটের সার্বিক প্রস্তুতি নিয়ে নভেম্বরের শুরুতে রাষ্ট্রপতির সাথে সাক্ষাৎ করবে ইসি। এরপরই জানানো হবে তফসিল কবে ঘোষণা হবে। কমিশন সূত্র জানিয়েছে, সংসদ নির্বাচনের সময় গণনা শুরুর দিন থেকে ৯০ দিনের মধ্যে ভোট গ্রহণ করতে হবে। সে হিসেবে ৩১ অক্টোবর থেকে ২৮ জানুয়ারির মধ্যে নির্বাচন অনুষ্ঠানের বাধ্যবাধকতা রয়েছে।: [465, 197, 705, 305]
- ad-text: স্মৃতিশক্তি বৃদ্ধি ও পড়াশোনায় মনোযোগ বাড়ানোর কোর্স। ০১৭৩০৫৯৩৪৬।: [289, 1790, 447, 1833]
- story-body: [983, 881, 1222, 1267]
- paragraph: বিক্ষোভ পূর্ব সমাবেশে বক্তারা বলেন, মিয়ানমার সরকার রোহিঙ্গাদের ওপর যে গণহত্যা চালিয়েছে তা মানবতার বিরুদ্ধে অপরাধ। আন্তর্জাতিক সম্প্রদায়কে এর বিচার নিশ্চিত করতে হবে। অবিলম্বে রোহিঙ্গাদের নাগরিকত্ব দিয়ে নিরাপদে নিজ দেশে ফেরত নিতে হবে।: [1108, 452, 1222, 602]
- paragraph: অনুষ্ঠানে বক্তারা বলেন, গত এক দশকে দেশের অর্থনীতিতে ব্যাপক অগ্রগতি হয়েছে। মাথাপিছু আয় বেড়েছে, দারিদ্র্যের হার কমেছে। বিদ্যুৎ, যোগাযোগ ও অবকাঠামো খাতে দৃশ্যমান উন্নয়ন হয়েছে।: [1242, 1039, 1552, 1082]
- paragraph: অনুষ্ঠান শেষে অতিথিরা আয়োজকদের ধন্যবাদ জানান এবং ভবিষ্যতে এমন আয়োজন অব্যাহত রাখার আহ্বান জানান।: [1108, 1662, 1222, 1736]
- ad-title: চৌকাঠ ও পাল্লা বিক্রয় :: [98, 867, 208, 880]
- ad-title: মেশিন বিক্রয় :: [289, 1383, 351, 1396]
- ad-title: মেধা রক্ষা :: [289, 1790, 352, 1803]
- classified-ad[interactable]: [289, 1311, 447, 1376]
- paragraph: তিনি আরও বলেন, জাতির পিতা ছিলেন একজন দূরদর্শী নেতা। তিনি স্বাধীনতার পর যুদ্ধবিধ্বস্ত দেশ পুনর্গঠনে যে পরিকল্পনা নিয়েছিলেন তা আজও প্রাসঙ্গিক। তাঁর আদর্শ অনুসরণ করেই দেশ এগিয়ে যাচ্ছে।: [465, 1283, 705, 1343]
- ad-reference: সি-১৬৪১০/১৮: [289, 928, 447, 946]
- ad-body: [289, 1311, 447, 1356]
- ad-title: দোকান বিক্রয় :: [98, 1528, 166, 1541]
- ad-reference: সি-১৬৫৮১/১৮: [98, 1231, 272, 1249]
- paragraph: শেখ হাসিনা বলেন, ১৯৭৫ সালের ১৫ আগস্টের পর ইতিহাস থেকে জাতির পিতার নাম মুছে ফেলার চেষ্টা করা হয়েছিল। দীর্ঘ ২১ বছর সেই অপচেষ্টা চলেছে। কিন্তু সত্যকে কখনো মুছে ফেলা যায় না। আজ আন্তর্জাতিকভাবে বঙ্গবন্ধুর ভাষণ স্বীকৃতি পেয়েছে।: [723, 1283, 963, 1359]
- ad-reference: সি-১৬৫৭৬/১৮: [98, 1431, 272, 1449]
- paragraph: মার্কিন কর্মকর্তারা জানান, বাংলাদেশ ব্যাংকের রিজার্ভ চুরিসহ বিশ্বের বিভিন্ন দেশে সাইবার হামলার সঙ্গে এ গ্রুপ জড়িত। সনি পিকচার্সে হামলা এবং ওয়ানাক্রাই র‍্যানসমওয়্যার ছড়ানোর ঘটনাতেও তাদের সম্পৃক্ততা পাওয়া গেছে।: [1108, 2101, 1222, 2236]
- paragraph: অনুষ্ঠানে মন্ত্রিসভার সদস্য, সংসদ সদস্য, বিভিন্ন দেশের রাষ্ট্রদূত এবং দলের কেন্দ্রীয় নেতারা উপস্থিত ছিলেন। প্রধানমন্ত্রী বঙ্গবন্ধুর জীবন ও কর্ম নিয়ে নতুন প্রজন্মকে জানার আহ্বান জানান।: [465, 1349, 705, 1410]
- paragraph: অনুষ্ঠানে স্থানীয় সংসদ সদস্য, জেলা প্রশাসক, পুলিশ সুপার এবং বিভিন্ন রাজনৈতিক ও সামাজিক সংগঠনের নেতারা উপস্থিত ছিলেন।: [1242, 1137, 1552, 1165]
- misc-ads-list: [289, 1559, 447, 1855]
- classified-ad[interactable]: [289, 1111, 447, 1161]
- paragraph: তারা বলেন, পদ্মা সেতু, মেট্রোরেল ও কর্ণফুলী টানেলের মতো মেগা প্রকল্প বাস্তবায়নের ফলে দেশের অর্থনীতি আরও গতিশীল হবে। এ উন্নয়নের ধারা অব্যাহত রাখতে সবার সহযোগিতা প্রয়োজন।: [1242, 1220, 1552, 1263]
- classified-ad[interactable]: [98, 1327, 272, 1392]
- classified-ad[interactable]: [289, 1646, 447, 1711]
- story-body: [1242, 1769, 1552, 2043]
- story-bosundhara: [983, 1589, 1222, 1893]
- paragraph: ইসি সচিব হেলালুদ্দীন আহমদ জানান, জাতীয় সংসদ নির্বাচনের জন্য প্রয়োজনীয় নির্বাচনী সামগ্রী কেনাকাটার প্রক্রিয়া শেষ পর্যায়ে রয়েছে। ভোটার তালিকা হালনাগাদ, ভোটকেন্দ্র নির্ধারণ এবং রিটার্নিং কর্মকর্তাদের প্রশিক্ষণসহ সব কার্যক্রম নির্ধারিত সময়ে সম্পন্ন হবে।: [723, 563, 963, 639]
- paragraph: (প্রথম পৃষ্ঠার পর) অপরাধ সংঘটিত হওয়ার অভিযোগ তদন্ত করার এখতিয়ার আন্তর্জাতিক অপরাধ ট্রাইব্যুনালের (আইসিসি) রয়েছে। এবিষয়ে মিয়ানমারের সরকার শুরুতেই এক বিবৃতিতে আন্তর্জাতিক অপরাধ আদালতের এ সিদ্ধান্ত প্রত্যাখ্যান করেছে।: [1242, 178, 1390, 298]
- ad-reference: সি-১৬৫৬৫/১৮: [289, 1766, 447, 1784]
- story-body: [983, 261, 1222, 759]
- column-divider: [278, 113, 279, 2356]
- ad-body: [289, 1790, 447, 1835]
- classified-ad[interactable]: [98, 240, 272, 320]
- ad-title: চিকিৎসা দিন :: [289, 1647, 363, 1660]
- paragraph: (তৃতীয় পৃষ্ঠার পর) মিনিকেট চালের দাম প্রতি কেজি ৬২ থেকে ৬৪ টাকায় বিক্রি হচ্ছে। নাজিরশাইল চাল বিক্রি হচ্ছে ৬৬ থেকে ৬৮ টাকায়। মোটা চালের দামও কেজিতে দুই টাকা বেড়েছে।: [1242, 840, 1552, 884]
- paragraph: গোয়েন্দা পুলিশের একজন কর্মকর্তা বলেন, গ্রেফতারকৃতদের জিজ্ঞাসাবাদে চাঞ্চল্যকর তথ্য পাওয়া গেছে। তারা দীর্ঘদিন ধরে এ ধরনের প্রতারণা করে আসছিল। চক্রের অন্য সদস্যদের গ্রেফতারে অভিযান অব্যাহত রয়েছে।: [723, 1863, 963, 1939]
- story-dipakkhik: [1242, 2049, 1552, 2353]
- classified-ad[interactable]: [98, 1456, 272, 1521]
- story-body: [1242, 2088, 1552, 2353]
- person-portrait-icon: [376, 155, 443, 242]
- paragraph: (শেষের পৃষ্ঠার পর) সেটি তদন্ত করে দেখা হচ্ছে বলে জানিয়েছে মার্কিন বিচার বিভাগ। অভিযুক্ত উত্তর কোরীয় নাগরিক একটি হ্যাকার গ্রুপের সদস্য বলে দাবি করা হয়েছে।: [983, 1942, 1097, 2047]
- ad-text: পূর্বাচল নতুন শহর প্রকল্পে ৩ কাঠা ও ৫ কাঠা প্লট বিক্রয় হবে। যোগাযোগ: ০১৯৯৫৫৮৭০৮।: [289, 1168, 447, 1210]
- paragraph: বক্তারা মুসলিম বিশ্বের নেতাদের প্রতি রোহিঙ্গা ইস্যুতে ঐক্যবদ্ধ ভূমিকা রাখার আহ্বান জানান এবং জাতিসংঘকে কার্যকর পদক্ষেপ নেওয়ার দাবি করেন।: [1108, 342, 1222, 446]
- paragraph: থানার ভারপ্রাপ্ত কর্মকর্তা জানান, এ ঘটনায় অপমৃত্যুর মামলা হয়েছে। ময়নাতদন্ত প্রতিবেদন পাওয়ার পর মৃত্যুর প্রকৃত কারণ জানা যাবে।: [1242, 1592, 1552, 1620]
- ad-reference: সি-১৬৫৭৪/১৮: [289, 1144, 447, 1161]
- story-body: [1242, 840, 1552, 938]
- paragraph: জাতীয় পার্টিও ৩০০ আসনে প্রার্থী দেওয়ার প্রস্তুতি নিচ্ছে বলে দলটির শীর্ষ নেতারা জানিয়েছেন। জোটগত নির্বাচনের বিষয়টিও আলোচনায় রয়েছে। ছোট দলগুলো নতুন জোট গঠনের চেষ্টা করছে।: [723, 381, 963, 442]
- ad-body: [289, 1168, 447, 1213]
- ad-body: [98, 867, 272, 926]
- classified-ad[interactable]: [98, 795, 272, 860]
- ad-reference: সি-১৬৫৭৯/১৮: [98, 930, 272, 947]
- ad-reference: সি-১৬৫৮৪/১৮: [98, 302, 272, 320]
- ad-title: জমি ক্রয় :: [98, 1184, 145, 1197]
- story-headline[interactable]: আতাউল্লাহ সভাপতি উবায়দুর সেক্রেটারি: [300, 285, 437, 357]
- ad-reference: সি-১৬৫৬২/১৮: [289, 1694, 447, 1712]
- ad-body: [98, 515, 272, 574]
- ad-body: [289, 1559, 447, 1619]
- ad-text: প্রতিষ্ঠিত সার্ভিস নেটওয়ার্ক কোম্পানিতে অভিজ্ঞ পুরুষ/মহিলা কর্মী নিয়োগ দেওয়া হবে। সীমিত পদ। যোগাযোগ: ০১৯৫৩৫৬৯৫৫।: [98, 515, 272, 573]
- buy-sell-ads-list-2: [289, 794, 447, 1520]
- story-suited-booted: [465, 1655, 963, 2345]
- classified-ad[interactable]: [98, 723, 272, 788]
- paragraph: আয়োজকরা জানান, প্রতি বছরের মতো এবারও এ আয়োজনে নানা বয়সী মানুষের অংশগ্রহণ ছিল চোখে পড়ার মতো। রাজধানীর বিভিন্ন এলাকা থেকে আসা দর্শনার্থীরা পরিবার নিয়ে অনুষ্ঠান উপভোগ করেন।: [983, 1629, 1222, 1859]
- ad-body: [98, 153, 272, 212]
- story-divider: [465, 1647, 963, 1648]
